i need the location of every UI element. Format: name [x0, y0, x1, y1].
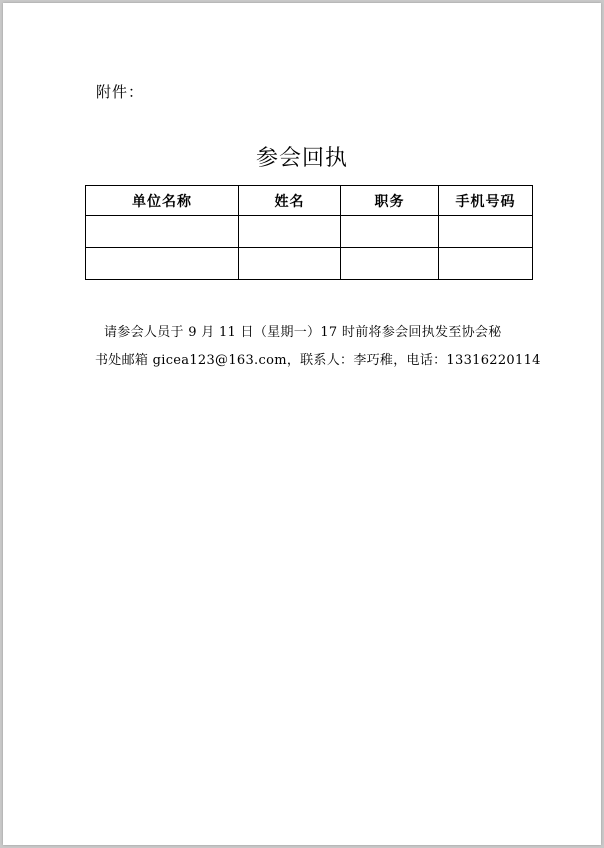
- document-page: [3, 3, 601, 845]
- table-row: [86, 216, 533, 248]
- table-cell: [239, 248, 341, 280]
- table-cell: [341, 216, 439, 248]
- table-row: [86, 248, 533, 280]
- table-cell: [439, 216, 533, 248]
- note-line: 书处邮箱 gicea123@163.com，联系人：李巧稚，电话：13316220114: [95, 353, 541, 368]
- note-line: 请参会人员于 9 月 11 日（星期一）17 时前将参会回执发至协会秘: [104, 325, 502, 340]
- header-name: 姓名: [239, 186, 341, 216]
- table-cell: [239, 216, 341, 248]
- submission-note: [95, 319, 541, 375]
- page-title: 参会回执: [255, 146, 348, 171]
- header-position: 职务: [341, 186, 439, 216]
- table-cell: [86, 216, 239, 248]
- table-cell: [86, 248, 239, 280]
- header-phone: 手机号码: [439, 186, 533, 216]
- table-header-row: [86, 186, 533, 216]
- header-unit-name: 单位名称: [86, 186, 239, 216]
- attachment-label: 附件：: [96, 83, 145, 101]
- receipt-table: [85, 185, 533, 280]
- table-cell: [341, 248, 439, 280]
- table-cell: [439, 248, 533, 280]
